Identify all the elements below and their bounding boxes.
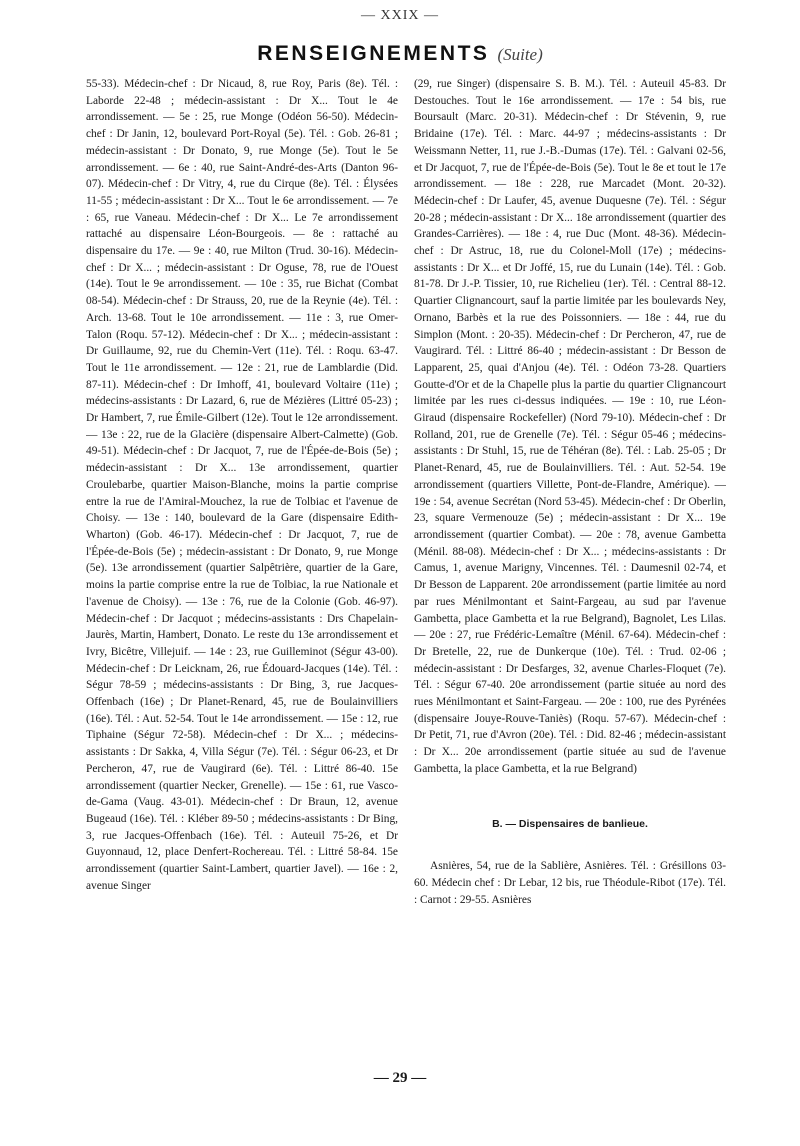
section-heading-banlieue: B. — Dispensaires de banlieue. (492, 817, 648, 830)
roman-page-number: — XXIX — (361, 8, 439, 23)
right-column (414, 76, 726, 1060)
left-column (86, 76, 398, 1060)
left-column-text: 55-33). Médecin-chef : Dr Nicaud, 8, rue Roy, Paris (8e). Tél. : Laborde 22-48 ; médecin-assistant : Dr X... Tout le 4e arrondissement. — 5e : 25, rue Monge (Odéon 56-50). Médecin-chef : Dr Janin, 12, boulevard Port-Royal (5e). Tél. : Gob. 26-81 ; médecin-assistant : Dr Donato, 9, rue Monge (5e). Tout le 5e arrondissement. — 6e : 40, rue Saint-André-des-Arts (Danton 96-07). Médecin-chef : Dr Vitry, 4, rue du Cirque (8e). Tél. : Élysées 11-55 ; médecin-assistant : Dr X... Tout le 6e arrondissement. — 7e : 65, rue Vaneau. Médecin-chef : Dr X... Le 7e arrondissement rattaché au dispensaire Léon-Bourgeois. — 8e : rattaché au dispensaire du 17e. — 9e : 40, rue Milton (Trud. 30-16). Médecin-chef : Dr X... ; médecin-assistant : Dr Oguse, 78, rue de l'Ouest (14e). Tout le 9e arrondissement. — 10e : 35, rue Bichat (Combat 08-54). Médecin-chef : Dr Strauss, 20, rue de la Reynie (4e). Tél. : Arch. 13-68. Tout le 10e arrondissement. — 11e : 3, rue Omer-Talon (Roqu. 57-12). Médecin-chef : Dr X... ; médecin-assistant : Dr Guillaume, 92, rue du Chemin-Vert (11e). Tél. : Roqu. 63-47. Tout le 11e arrondissement. — 12e : 21, rue de Lamblardie (Did. 87-11). Médecin-chef : Dr Imhoff, 41, boulevard Voltaire (11e) ; médecins-assistants : Dr Lazard, 6, rue de Mézières (Littré 05-23) ; Dr Hambert, 7, rue Émile-Gilbert (12e). Tout le 12e arrondissement. — 13e : 22, rue de la Glacière (dispensaire Albert-Calmette) (Gob. 49-51). Médecin-chef : Dr Jacquot, 7, rue de l'Épée-de-Bois (5e) ; médecin-assistant : Dr X... 13e arrondissement, quartier Croulebarbe, quartier Maison-Blanche, moins la partie comprise entre la rue de l'Amiral-Mouchez, la rue de Tolbiac et l'avenue de Choisy. — 13e : 140, boulevard de la Gare (dispensaire Edith-Wharton) (Gob. 46-17). Médecin-chef : Dr Jacquot, 7, rue de l'Épée-de-Bois (5e) ; médecin-assistant : Dr Donato, 9, rue Monge (5e). 13e arrondissement (quartier Salpêtrière, quartier de la Gare, moins la partie comprise entre la rue de Tolbiac, la rue Nationale et l'avenue de Choisy). — 13e : 76, rue de la Colonie (Gob. 46-97). Médecin-chef : Dr Jacquot ; médecins-assistants : Drs Chapelain-Jaurès, Martin, Hambert, Donato. Le reste du 13e arrondissement et Ivry, Bicêtre, Villejuif. — 14e : 23, rue Guilleminot (Ségur 43-00). Médecin-chef : Dr Leicknam, 26, rue Édouard-Jacques (14e). Tél. : Ségur 78-59 ; médecins-assistants : Dr Bing, 3, rue Jacques-Offenbach (16e) ; Dr Planet-Renard, 45, rue de Boulainvilliers (16e). Tél. : Aut. 52-54. Tout le 14e arrondissement. — 15e : 12, rue Tiphaine (Ségur 72-58). Médecin-chef : Dr X... ; médecins-assistants : Dr Sakka, 4, Villa Ségur (7e). Tél. : Ségur 06-23, et Dr Percheron, 47, rue de Vaugirard (6e). Tél. : Littré 86-40. 15e arrondissement (quartier Necker, Grenelle). — 15e : 61, rue Vasco-de-Gama (Vaug. 43-01). Médecin-chef : Dr Braun, 12, avenue Bugeaud (16e). Tél. : Kléber 89-50 ; médecins-assistants : Dr Bing, 3, rue Jacques-Offenbach (16e). Tél. : Auteuil 75-26, et Dr Guyonnaud, 12, place Denfert-Rochereau. Tél. : Littré 58-84. 15e arrondissement (quartier Saint-Lambert, quartier Javel). — 16e : 2, avenue Singer (86, 78, 398, 892)
section-text-banlieue: Asnières, 54, rue de la Sablière, Asnières. Tél. : Grésillons 03-60. Médecin chef : Dr Lebar, 12 bis, rue Théodule-Ribot (17e). Tél. : Carnot : 29-55. Asnières (414, 860, 726, 906)
title-suffix: (Suite) (497, 45, 543, 64)
title-text: RENSEIGNEMENTS (257, 42, 490, 65)
page-number-footer: — 29 — (373, 1070, 427, 1086)
page-title (0, 42, 800, 66)
right-column-text: (29, rue Singer) (dispensaire S. B. M.). Tél. : Auteuil 45-83. Dr Destouches. Tout le 16e arrondissement. — 17e : 54 bis, rue Boursault (Marc. 20-31). Médecin-chef : Dr Stévenin, 9, rue Bridaine (17e). Tél. : Marc. 44-97 ; médecins-assistants : Dr Weissmann Netter, 11, rue J.-B.-Dumas (17e). Tél. : Galvani 02-56, et Dr Jacquot, 7, rue de l'Épée-de-Bois (5e). Tout le 8e et tout le 17e arrondissement. — 18e : 228, rue Marcadet (Mont. 20-32). Médecin-chef : Dr Laufer, 45, avenue Duquesne (7e). Tél. : Ségur 20-28 ; médecin-assistant : Dr X... 18e arrondissement (quartier des Grandes-Carrières). — 18e : 4, rue Duc (Mont. 48-36). Médecin-chef : Dr Astruc, 18, rue du Colonel-Moll (17e) ; médecins-assistants : Dr X... et Dr Joffé, 15, rue du Lunain (14e). Tél. : Gob. 81-78. Dr J.-P. Tissier, 10, rue Richelieu (1er). Tél. : Central 88-12. Quartier Clignancourt, sauf la partie limitée par les boulevards Ney, Ornano, Barbès et la rue des Poissonniers. — 18e : 44, rue du Simplon (Mont. : 20-35). Médecin-chef : Dr Percheron, 47, rue de Vaugirard. Tél. : Littré 86-40 ; médecin-assistant : Dr Besson de Lapparent, 25, quai d'Anjou (4e). Tél. : Odéon 73-28. Quartiers Goutte-d'Or et de la Chapelle plus la partie du quartier Clignancourt limitée par les rues ci-dessus indiquées. — 19e : 10, rue Léon-Giraud (dispensaire Rockefeller) (Nord 79-10). Médecin-chef : Dr Rolland, 201, rue de Grenelle (7e). Tél. : Ségur 05-46 ; médecins-assistants : Dr Stuhl, 15, rue de Téhéran (8e). Tél. : Lab. 25-05 ; Dr Planet-Renard, 45, rue de Boulainvilliers. Tél. : Aut. 52-54. 19e arrondissement (quartiers Villette, Pont-de-Flandre, Amérique). — 19e : 54, avenue Secrétan (Nord 53-45). Médecin-chef : Dr Oberlin, 23, square Vermenouze (5e) ; médecin-assistant : Dr X... 19e arrondissement (quartier Combat). — 20e : 78, avenue Gambetta (Ménil. 88-08). Médecin-chef : Dr X... ; médecins-assistants : Dr Camus, 1, avenue Marigny, Vincennes. Tél. : Daumesnil 02-74, et Dr Besson de Lapparent. 20e arrondissement (partie limitée au nord par rues Ménilmontant et Saint-Fargeau, au sud par l'avenue Gambetta, place Gambetta et la rue Belgrand), Bagnolet, Les Lilas. — 20e : 27, rue Frédéric-Lemaître (Ménil. 67-64). Médecin-chef : Dr Bretelle, 22, rue de Dunkerque (10e). Tél. : Trud. 02-06 ; médecin-assistant : Dr Desfarges, 32, avenue Charles-Floquet (7e). Tél. : Ségur 67-40. 20e arrondissement (partie située au nord des rues Ménilmontant et Saint-Fargeau. — 20e : 100, rue des Pyrénées (dispensaire Jouye-Rouve-Taniès) (Roqu. 57-67). Médecin-chef : Dr Petit, 71, rue d'Avron (20e). Tél. : Did. 82-46 ; médecin-assistant : Dr X... 20e arrondissement (partie située au sud de l'avenue Gambetta, la place Gambetta, et la rue Belgrand) (414, 78, 726, 775)
